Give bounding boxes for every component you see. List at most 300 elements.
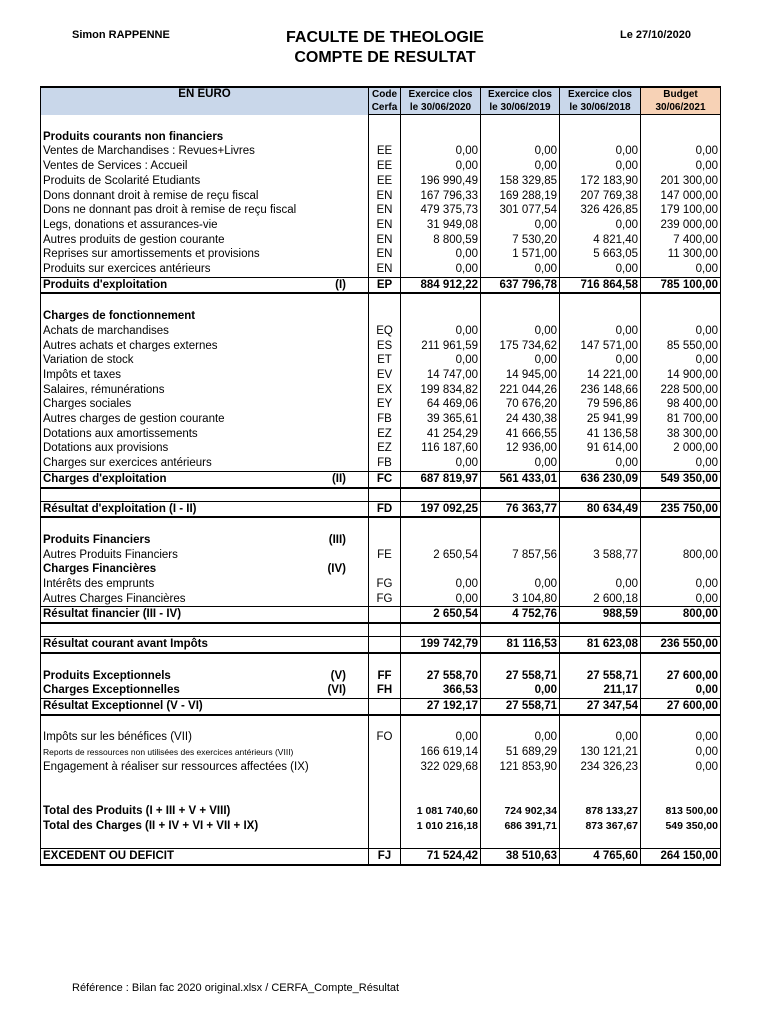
row-value-budget: 98 400,00 [641,397,721,412]
row-value-v2019 [481,623,560,637]
row-code: EE [369,174,401,189]
row-value-v2019: 724 902,34 [481,804,560,819]
row-value-budget: 0,00 [641,159,721,174]
row-code [369,488,401,502]
row-code: FO [369,730,401,745]
row-value-budget [641,130,721,145]
row-label [41,730,369,745]
row-value-v2018: 988,59 [560,607,641,623]
row-label [41,637,369,653]
row-code: FC [369,471,401,487]
row-label-text: Dotations aux amortissements [43,427,198,440]
row-value-v2018: 0,00 [560,159,641,174]
table-row [41,218,721,233]
row-label [41,804,369,819]
row-value-v2018 [560,115,641,130]
row-value-v2020 [401,774,481,789]
row-code [369,623,401,637]
row-label-text: Résultat Exceptionnel (V - VI) [43,699,203,712]
row-label [41,130,369,145]
table-row [41,293,721,309]
row-value-v2018: 147 571,00 [560,339,641,354]
row-value-v2018: 211,17 [560,683,641,698]
row-value-budget: 27 600,00 [641,698,721,714]
row-value-v2018: 3 588,77 [560,548,641,563]
row-value-v2020: 41 254,29 [401,427,481,442]
table-row [41,760,721,775]
row-value-budget [641,562,721,577]
row-label-text: Autres Produits Financiers [43,548,178,561]
row-code [369,833,401,848]
row-value-v2018: 172 183,90 [560,174,641,189]
table-row [41,309,721,324]
row-value-v2018: 81 623,08 [560,637,641,653]
row-value-v2018: 0,00 [560,324,641,339]
row-value-v2018: 873 367,67 [560,819,641,834]
row-label-text: Produits Financiers [43,533,151,546]
row-label [41,427,369,442]
row-label-text: Produits Exceptionnels [43,669,171,682]
row-value-v2019: 561 433,01 [481,471,560,487]
footer-reference: Référence : Bilan fac 2020 original.xlsx / CERFA_Compte_Résultat [72,982,400,994]
header-budget-date: 30/06/2021 [641,101,721,115]
row-value-v2018: 207 769,38 [560,189,641,204]
row-value-v2020 [401,293,481,309]
row-value-v2018: 25 941,99 [560,412,641,427]
row-value-v2019: 41 666,55 [481,427,560,442]
row-value-v2019: 0,00 [481,262,560,277]
row-label [41,548,369,563]
row-label-text: Reprises sur amortissements et provisions [43,248,260,261]
header-2018-date: le 30/06/2018 [560,101,641,115]
row-value-v2019 [481,130,560,145]
row-code: EZ [369,427,401,442]
row-value-v2020: 322 029,68 [401,760,481,775]
table-row [41,262,721,277]
row-value-budget: 0,00 [641,577,721,592]
row-value-v2019 [481,115,560,130]
row-code: EX [369,383,401,398]
table-row [41,745,721,760]
row-value-v2020 [401,309,481,324]
title-line-2: COMPTE DE RESULTAT [294,49,476,66]
row-value-v2018: 234 326,23 [560,760,641,775]
table-row [41,833,721,848]
row-value-v2019: 175 734,62 [481,339,560,354]
row-value-budget [641,789,721,804]
table-row [41,804,721,819]
row-value-v2019: 169 288,19 [481,189,560,204]
row-value-budget [641,293,721,309]
row-code: EZ [369,441,401,456]
row-code [369,130,401,145]
row-value-budget: 0,00 [641,760,721,775]
row-label-text: Achats de marchandises [43,324,169,337]
row-value-v2018: 0,00 [560,144,641,159]
row-value-v2019: 301 077,54 [481,203,560,218]
row-value-v2020: 1 010 216,18 [401,819,481,834]
row-label-text: Autres charges de gestion courante [43,413,225,426]
row-label-text: Charges d'exploitation [43,472,167,485]
row-label [41,471,369,487]
row-label [41,233,369,248]
row-value-budget: 0,00 [641,745,721,760]
table-row [41,368,721,383]
row-label-text: Autres achats et charges externes [43,339,218,352]
row-value-v2020 [401,789,481,804]
row-value-v2019: 12 936,00 [481,441,560,456]
table-row [41,653,721,669]
header-2018: Exercice clos [560,87,641,101]
row-label [41,774,369,789]
row-value-v2018: 27 347,54 [560,698,641,714]
row-value-budget: 201 300,00 [641,174,721,189]
row-value-budget: 264 150,00 [641,848,721,864]
row-value-v2019 [481,774,560,789]
row-value-v2018: 130 121,21 [560,745,641,760]
row-label-text: Charges Financières [43,563,157,576]
row-label-text: Ventes de Marchandises : Revues+Livres [43,145,255,158]
row-value-budget: 228 500,00 [641,383,721,398]
row-roman-numeral: (I) [335,278,346,291]
row-value-budget: 0,00 [641,592,721,607]
row-value-v2019: 637 796,78 [481,277,560,293]
row-value-v2019: 158 329,85 [481,174,560,189]
table-header-row [41,87,721,101]
row-label-text: Legs, donations et assurances-vie [43,218,218,231]
row-value-v2020: 27 558,70 [401,669,481,684]
row-label [41,715,369,731]
row-value-v2018: 4 765,60 [560,848,641,864]
row-value-v2019: 221 044,26 [481,383,560,398]
row-value-v2020: 196 990,49 [401,174,481,189]
row-value-budget: 147 000,00 [641,189,721,204]
row-label [41,653,369,669]
row-label-text: Impôts et taxes [43,368,121,381]
row-label-text: Charges sur exercices antérieurs [43,457,212,470]
row-label [41,247,369,262]
row-value-v2020 [401,517,481,533]
row-code: EP [369,277,401,293]
table-row [41,203,721,218]
row-value-v2018: 4 821,40 [560,233,641,248]
table-row [41,607,721,623]
row-value-budget: 785 100,00 [641,277,721,293]
row-value-v2018: 0,00 [560,353,641,368]
row-value-budget [641,774,721,789]
table-row [41,774,721,789]
row-label-text: Autres produits de gestion courante [43,233,225,246]
row-value-v2020: 0,00 [401,262,481,277]
row-value-v2020: 71 524,42 [401,848,481,864]
row-code [369,698,401,714]
row-value-budget [641,653,721,669]
row-value-v2020: 2 650,54 [401,548,481,563]
row-code [369,804,401,819]
row-label [41,203,369,218]
row-label-text: Ventes de Services : Accueil [43,160,188,173]
row-value-v2020: 0,00 [401,144,481,159]
row-code: FE [369,548,401,563]
row-value-v2020: 166 619,14 [401,745,481,760]
row-value-v2019: 0,00 [481,353,560,368]
row-value-budget: 179 100,00 [641,203,721,218]
row-value-budget: 7 400,00 [641,233,721,248]
row-value-v2018: 5 663,05 [560,247,641,262]
table-row [41,730,721,745]
row-value-v2019: 0,00 [481,144,560,159]
row-label [41,488,369,502]
row-value-v2018: 0,00 [560,456,641,471]
row-value-v2018: 0,00 [560,577,641,592]
table-row [41,623,721,637]
table-row [41,592,721,607]
row-code [369,309,401,324]
row-label [41,533,369,548]
row-value-budget [641,309,721,324]
row-value-v2019: 0,00 [481,730,560,745]
row-code: FG [369,592,401,607]
row-label [41,669,369,684]
row-code [369,637,401,653]
table-row [41,277,721,293]
row-value-v2020: 31 949,08 [401,218,481,233]
row-code: EY [369,397,401,412]
row-value-budget: 11 300,00 [641,247,721,262]
table-row [41,324,721,339]
row-value-v2019 [481,715,560,731]
row-label-text: Charges sociales [43,398,132,411]
row-value-v2019: 1 571,00 [481,247,560,262]
row-value-budget: 0,00 [641,324,721,339]
row-label [41,833,369,848]
row-value-budget: 85 550,00 [641,339,721,354]
row-code: FB [369,456,401,471]
row-value-v2020: 884 912,22 [401,277,481,293]
row-value-budget: 38 300,00 [641,427,721,442]
row-value-budget: 239 000,00 [641,218,721,233]
table-row [41,456,721,471]
table-row [41,471,721,487]
row-label [41,501,369,517]
table-row [41,339,721,354]
row-value-v2020: 2 650,54 [401,607,481,623]
row-value-v2019 [481,533,560,548]
row-code [369,653,401,669]
table-row [41,819,721,834]
row-code: EN [369,218,401,233]
row-label [41,309,369,324]
row-label-text: Produits de Scolarité Etudiants [43,174,201,187]
row-code: EN [369,233,401,248]
row-value-v2019: 76 363,77 [481,501,560,517]
header-cerfa: Cerfa [369,101,401,115]
row-value-v2018 [560,789,641,804]
row-value-v2019: 7 530,20 [481,233,560,248]
row-code [369,715,401,731]
table-row [41,353,721,368]
row-value-v2019: 0,00 [481,456,560,471]
row-label [41,368,369,383]
row-code: EV [369,368,401,383]
row-value-budget: 0,00 [641,144,721,159]
row-code: ES [369,339,401,354]
row-value-v2019: 14 945,00 [481,368,560,383]
table-row [41,715,721,731]
row-value-v2019: 0,00 [481,683,560,698]
table-row [41,501,721,517]
row-value-v2018: 27 558,71 [560,669,641,684]
row-value-v2019 [481,833,560,848]
row-value-v2020: 479 375,73 [401,203,481,218]
row-value-v2018 [560,517,641,533]
row-value-v2020 [401,715,481,731]
row-code: FH [369,683,401,698]
row-value-budget: 236 550,00 [641,637,721,653]
row-roman-numeral: (VI) [327,684,346,697]
row-value-v2018 [560,309,641,324]
row-code: EN [369,262,401,277]
row-value-v2019 [481,562,560,577]
row-value-v2019: 0,00 [481,159,560,174]
row-value-v2019: 686 391,71 [481,819,560,834]
row-label [41,562,369,577]
row-code: FF [369,669,401,684]
row-roman-numeral: (V) [330,669,346,682]
row-value-v2020: 199 742,79 [401,637,481,653]
row-value-v2019: 81 116,53 [481,637,560,653]
row-value-v2018 [560,715,641,731]
row-label-text: Variation de stock [43,354,134,367]
row-value-v2019 [481,293,560,309]
row-value-v2018 [560,130,641,145]
row-code [369,760,401,775]
row-value-v2020: 0,00 [401,353,481,368]
header-2019: Exercice clos [481,87,560,101]
row-value-v2019: 0,00 [481,577,560,592]
row-label [41,324,369,339]
table-row [41,683,721,698]
row-label [41,262,369,277]
row-label [41,789,369,804]
table-row [41,159,721,174]
table-row [41,848,721,864]
row-value-budget [641,833,721,848]
table-row [41,562,721,577]
row-value-budget: 800,00 [641,607,721,623]
row-value-v2019: 51 689,29 [481,745,560,760]
row-value-v2019: 24 430,38 [481,412,560,427]
row-value-v2020: 14 747,00 [401,368,481,383]
row-value-budget [641,517,721,533]
row-value-v2018 [560,533,641,548]
row-roman-numeral: (III) [328,533,346,546]
row-label [41,760,369,775]
table-row [41,789,721,804]
row-label [41,339,369,354]
table-row [41,383,721,398]
row-value-v2020 [401,833,481,848]
row-code [369,607,401,623]
table-row [41,427,721,442]
row-label [41,517,369,533]
row-roman-numeral: (II) [331,472,346,485]
row-label-text: Autres Charges Financières [43,592,186,605]
table-row [41,233,721,248]
row-code: ET [369,353,401,368]
row-value-v2019 [481,488,560,502]
row-code: EE [369,144,401,159]
row-value-v2019: 27 558,71 [481,698,560,714]
row-value-budget [641,115,721,130]
header-code: Code [369,87,401,101]
row-label [41,277,369,293]
row-label [41,441,369,456]
row-value-v2018: 636 230,09 [560,471,641,487]
row-label [41,218,369,233]
header-budget: Budget [641,87,721,101]
row-value-budget: 2 000,00 [641,441,721,456]
row-value-v2018 [560,653,641,669]
row-code: FD [369,501,401,517]
table-row [41,115,721,130]
row-value-v2019: 0,00 [481,324,560,339]
row-label [41,397,369,412]
row-value-v2020: 0,00 [401,730,481,745]
row-value-v2020: 0,00 [401,592,481,607]
row-label [41,745,369,760]
table-row [41,144,721,159]
table-row [41,174,721,189]
row-value-v2019: 4 752,76 [481,607,560,623]
header-2020-date: le 30/06/2020 [401,101,481,115]
row-code: FB [369,412,401,427]
row-label [41,115,369,130]
row-value-v2020: 0,00 [401,159,481,174]
row-label [41,144,369,159]
row-value-v2020 [401,623,481,637]
row-value-v2019: 3 104,80 [481,592,560,607]
row-value-v2018: 236 148,66 [560,383,641,398]
row-value-budget: 0,00 [641,730,721,745]
table-row [41,577,721,592]
row-value-v2018 [560,833,641,848]
row-code [369,533,401,548]
row-value-v2020: 0,00 [401,456,481,471]
row-value-v2020: 64 469,06 [401,397,481,412]
row-code: EE [369,159,401,174]
row-label [41,383,369,398]
row-value-v2019 [481,309,560,324]
row-value-v2018: 80 634,49 [560,501,641,517]
row-code: EQ [369,324,401,339]
row-label-text: Total des Produits (I + III + V + VIII) [43,804,231,817]
table-row [41,130,721,145]
row-value-v2020 [401,115,481,130]
row-value-v2019: 70 676,20 [481,397,560,412]
row-label-text: Total des Charges (II + IV + VI + VII + IX) [43,819,259,832]
row-value-v2020: 39 365,61 [401,412,481,427]
row-value-v2018: 14 221,00 [560,368,641,383]
row-value-v2018 [560,774,641,789]
row-code [369,293,401,309]
row-value-v2018 [560,623,641,637]
row-label-text: Intérêts des emprunts [43,578,155,591]
row-label [41,456,369,471]
row-value-v2018: 878 133,27 [560,804,641,819]
row-code: FJ [369,848,401,864]
row-code: EN [369,203,401,218]
